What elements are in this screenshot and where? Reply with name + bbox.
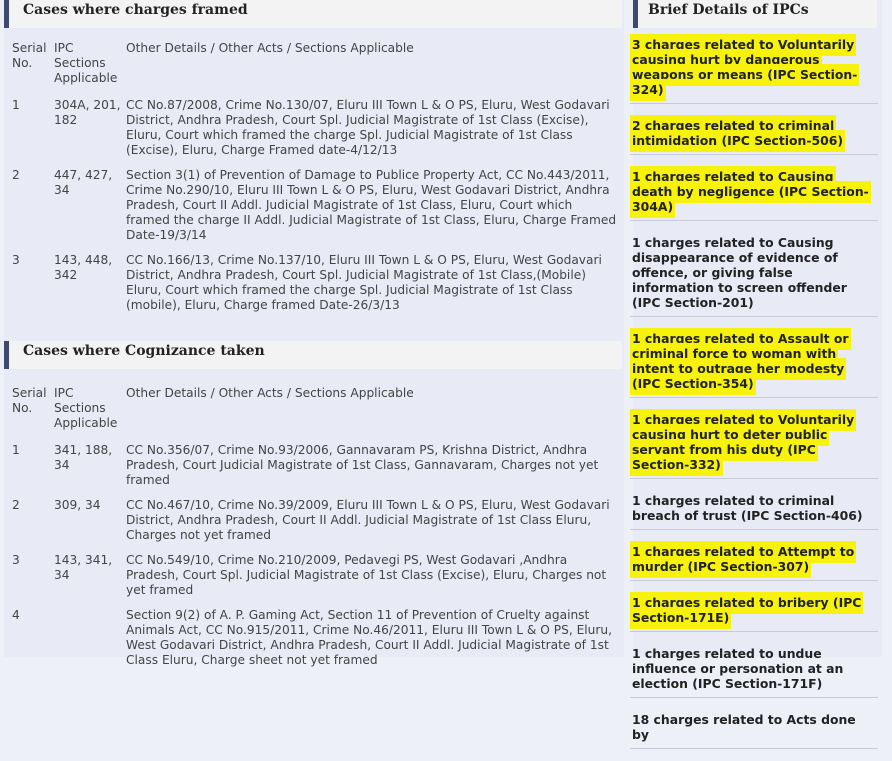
cell-details: CC No.87/2008, Crime No.130/07, Eluru III Town L & O PS, Eluru, West Godavari District, Andhra Pradesh, Court Spl. Judicial Magistrate of 1st Class (Excise), Eluru, Court which framed the charge Spl. Judicial Magistrate of 1st Class (Excise), Eluru, Charge Framed date-4/12/13 — [126, 98, 610, 157]
cell-details: CC No.166/13, Crime No.137/10, Eluru III Town L & O PS, Eluru, West Godavari District, Andhra Pradesh, Court Spl. Judicial Magistrate of 1st Class,(Mobile) Eluru, Court which framed the charge Spl. Judicial Magistrate of 1st Class (mobile), Eluru, Charge framed Date-26/3/13 — [126, 253, 602, 312]
ipc-charge-link[interactable]: 18 charges related to Acts done by — [632, 712, 856, 742]
table-row — [12, 98, 618, 168]
cell-serial: 4 — [12, 608, 20, 622]
cell-serial: 2 — [12, 498, 20, 512]
list-item[interactable] — [630, 35, 878, 104]
ipc-charge-link[interactable]: 2 charges related to criminal intimidation (IPC Section-506) — [632, 118, 844, 148]
cell-ipc: 143, 448, 342 — [54, 253, 113, 282]
list-item[interactable] — [630, 116, 878, 155]
ipc-charge-link[interactable]: 1 charges related to Assault or criminal force to woman with intent to outrage her modesty (IPC Section-354) — [632, 331, 849, 391]
table-row — [12, 253, 618, 323]
ipc-charge-link[interactable]: 1 charges related to bribery (IPC Section-171E) — [632, 595, 862, 625]
column-header-serial: Serial No. — [12, 386, 47, 415]
cell-ipc: 304A, 201, 182 — [54, 98, 121, 127]
list-item[interactable] — [630, 491, 878, 530]
cell-details: CC No.549/10, Crime No.210/2009, Pedavegi PS, West Godavari ,Andhra Pradesh, Court Spl. Judicial Magistrate of 1st Class (Excise), Eluru, Charges not yet framed — [126, 553, 607, 597]
list-item[interactable] — [630, 233, 878, 317]
cell-details: Section 9(2) of A. P. Gaming Act, Section 11 of Prevention of Cruelty against Animals Act, CC No.915/2011, Crime No.46/2011, Eluru III Town L & O PS, Eluru, West Godavari District, Andhra Pradesh, Court II Addl. Judicial Magistrate of 1st Class Eluru, Charge sheet not yet framed — [126, 608, 613, 667]
column-header-ipc: IPC Sections Applicable — [54, 386, 118, 430]
table-row — [12, 168, 618, 253]
column-header-ipc: IPC Sections Applicable — [54, 41, 118, 85]
list-item[interactable] — [630, 710, 878, 749]
table-row — [12, 443, 618, 498]
cell-ipc: 447, 427, 34 — [54, 168, 113, 197]
ipc-charge-link[interactable]: 3 charges related to Voluntarily causing hurt by dangerous weapons or means (IPC Section-324) — [632, 37, 858, 97]
ipc-charge-link[interactable]: 1 charges related to Voluntarily causing hurt to deter public servant from his duty (IPC Section-332) — [632, 412, 855, 472]
cell-serial: 2 — [12, 168, 20, 182]
column-header-details: Other Details / Other Acts / Sections Applicable — [126, 386, 414, 400]
column-header-serial: Serial No. — [12, 41, 47, 70]
table-row — [12, 498, 618, 553]
section-title-cognizance-taken: Cases where Cognizance taken — [4, 341, 622, 369]
table-row — [12, 608, 618, 678]
list-item[interactable] — [630, 542, 878, 581]
cell-serial: 1 — [12, 98, 20, 112]
list-item[interactable] — [630, 593, 878, 632]
ipc-charge-link[interactable]: 1 charges related to criminal breach of trust (IPC Section-406) — [632, 493, 863, 523]
cell-ipc: 309, 34 — [54, 498, 101, 512]
table-header-row — [12, 41, 618, 98]
table-header-row — [12, 386, 618, 443]
ipc-charge-link[interactable]: 1 charges related to Causing disappearance of evidence of offence, or giving false information to screen offender (IPC Section-201) — [632, 235, 847, 310]
cell-serial: 1 — [12, 443, 20, 457]
cell-details: Section 3(1) of Prevention of Damage to Publice Property Act, CC No.443/2011, Crime No.290/10, Eluru III Town L & O PS, Eluru, West Godavari District, Andhra Pradesh, Court II Addl. Judicial Magistrate of 1st Class, Eluru, Court which framed the charge II Addl. Judicial Magistrate of 1st Class, Eluru, Charge Framed Date-19/3/14 — [126, 168, 617, 242]
cell-ipc — [54, 608, 126, 678]
section-title-brief-details: Brief Details of IPCs — [633, 0, 877, 28]
cell-serial: 3 — [12, 553, 20, 567]
table-row — [12, 553, 618, 608]
list-item[interactable] — [630, 644, 878, 698]
list-item[interactable] — [630, 329, 878, 398]
cell-details: CC No.467/10, Crime No.39/2009, Eluru III Town L & O PS, Eluru, West Godavari District, Andhra Pradesh, Court II Addl. Judicial Magistrate of 1st Class Eluru, Charges not yet framed — [126, 498, 610, 542]
cognizance-taken-table — [12, 386, 618, 678]
ipc-charges-list — [630, 35, 878, 761]
cell-ipc: 143, 341, 34 — [54, 553, 113, 582]
ipc-charge-link[interactable]: 1 charges related to undue influence or personation at an election (IPC Section-171F) — [632, 646, 844, 691]
cell-serial: 3 — [12, 253, 20, 267]
ipc-charge-link[interactable]: 1 charges related to Causing death by negligence (IPC Section-304A) — [632, 169, 869, 214]
column-header-details: Other Details / Other Acts / Sections Applicable — [126, 41, 414, 55]
cell-details: CC No.356/07, Crime No.93/2006, Gannavaram PS, Krishna District, Andhra Pradesh, Court Judicial Magistrate of 1st Class, Gannavaram, Charges not yet framed — [126, 443, 599, 487]
section-title-charges-framed: Cases where charges framed — [4, 0, 622, 28]
list-item[interactable] — [630, 167, 878, 221]
ipc-charge-link[interactable]: 1 charges related to Attempt to murder (IPC Section-307) — [632, 544, 855, 574]
cell-ipc: 341, 188, 34 — [54, 443, 113, 472]
list-item[interactable] — [630, 410, 878, 479]
charges-framed-table — [12, 41, 618, 323]
